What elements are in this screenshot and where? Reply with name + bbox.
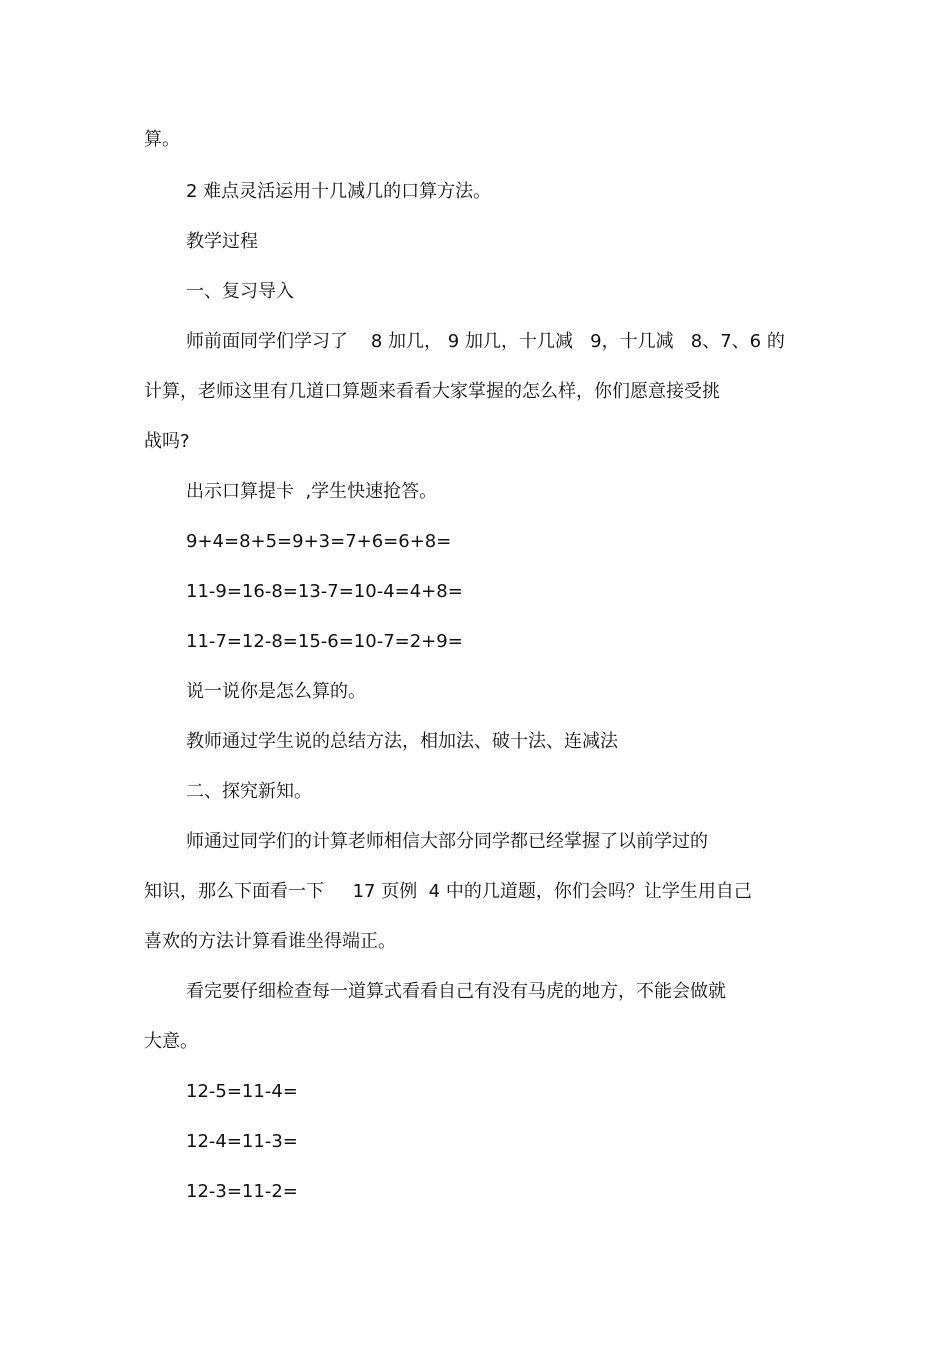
paragraph-line: 大意。 [144,1031,198,1052]
difficulty-point: 2 难点灵活运用十几减几的口算方法。 [186,181,492,202]
paragraph-line: 计算，老师这里有几道口算题来看看大家掌握的怎么样，你们愿意接受挑 [144,381,720,402]
math-problems-row: 12-3=11-2= [186,1181,298,1202]
math-problems-row: 11-7=12-8=15-6=10-7=2+9= [186,631,463,652]
paragraph-line: 喜欢的方法计算看谁坐得端正。 [144,931,396,952]
paragraph-line: 出示口算提卡 ,学生快速抢答。 [186,481,438,502]
paragraph-line: 看完要仔细检查每一道算式看看自己有没有马虎的地方，不能会做就 [186,981,726,1002]
section-heading-explore: 二、探究新知。 [186,781,312,802]
math-problems-row: 9+4=8+5=9+3=7+6=6+8= [186,531,452,552]
math-problems-row: 11-9=16-8=13-7=10-4=4+8= [186,581,463,602]
section-heading-review: 一、复习导入 [186,281,294,302]
math-problems-row: 12-5=11-4= [186,1081,298,1102]
paragraph-line: 战吗? [144,431,190,452]
paragraph-continuation: 算。 [144,129,180,150]
math-problems-row: 12-4=11-3= [186,1131,298,1152]
paragraph-line: 师前面同学们学习了 8 加几， 9 加几，十几减 9，十几减 8、7、6 的 [186,331,785,352]
paragraph-line: 说一说你是怎么算的。 [186,681,366,702]
paragraph-line: 知识，那么下面看一下 17 页例 4 中的几道题，你们会吗？让学生用自己 [144,881,752,902]
section-heading-teaching-process: 教学过程 [186,231,258,252]
paragraph-line: 教师通过学生说的总结方法，相加法、破十法、连减法 [186,731,618,752]
paragraph-line: 师通过同学们的计算老师相信大部分同学都已经掌握了以前学过的 [186,831,708,852]
